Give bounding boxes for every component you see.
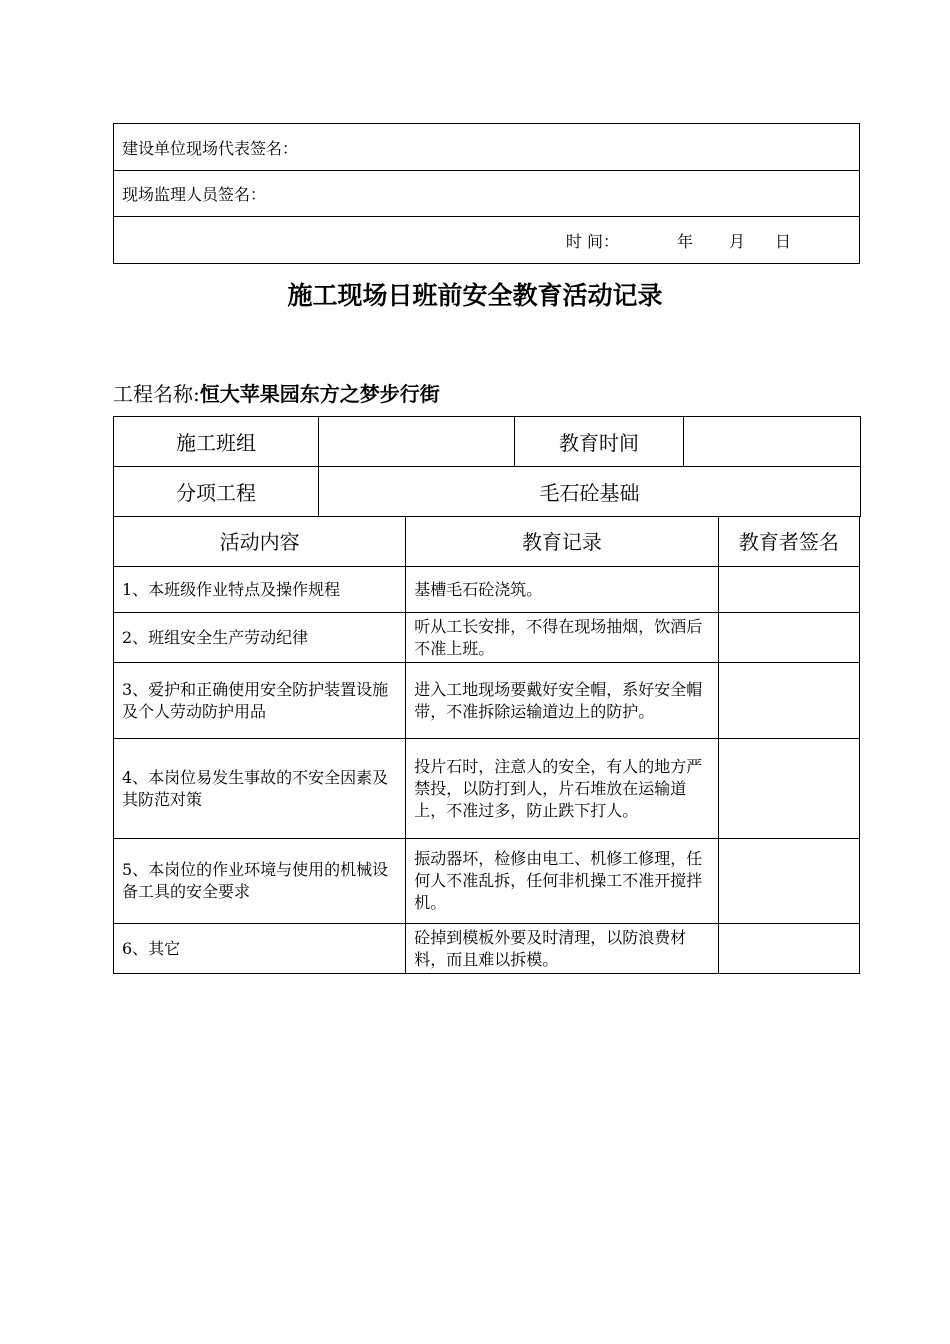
document-title: 施工现场日班前安全教育活动记录 xyxy=(287,281,663,310)
project-label: 工程名称: xyxy=(113,382,200,406)
signer-cell[interactable] xyxy=(718,613,859,663)
team-label-cell xyxy=(114,417,319,467)
activity-cell: 2、班组安全生产劳动纪律 xyxy=(114,613,406,663)
column-header-signer: 教育者签名 xyxy=(718,517,859,567)
edu-time-value-cell[interactable] xyxy=(684,417,861,467)
edu-time-label: 教育时间 xyxy=(559,431,639,455)
edu-time-label-cell xyxy=(515,417,684,467)
day-label: 日 xyxy=(774,231,791,251)
owner-rep-signature-cell[interactable] xyxy=(114,124,860,171)
signer-cell[interactable] xyxy=(718,567,859,613)
subitem-label-cell xyxy=(114,467,319,517)
owner-rep-signature-label: 建设单位现场代表签名： xyxy=(122,138,299,158)
team-value-cell[interactable] xyxy=(319,417,515,467)
time-label: 时 间： xyxy=(565,231,619,251)
table-header-row xyxy=(114,517,860,567)
signer-cell[interactable] xyxy=(718,663,859,739)
project-line xyxy=(113,378,440,407)
signature-table xyxy=(113,123,860,264)
date-line xyxy=(122,229,851,252)
column-header-record: 教育记录 xyxy=(406,517,719,567)
education-record-table xyxy=(113,516,860,974)
subitem-value-cell[interactable] xyxy=(319,467,861,517)
activity-cell: 4、本岗位易发生事故的不安全因素及其防范对策 xyxy=(114,739,406,839)
record-cell[interactable]: 振动器坏，检修由电工、机修工修理，任何人不准乱拆，任何非机操工不准开搅拌机。 xyxy=(406,839,719,924)
subitem-label: 分项工程 xyxy=(176,481,256,505)
signer-cell[interactable] xyxy=(718,839,859,924)
year-label: 年 xyxy=(676,231,693,251)
supervisor-signature-label: 现场监理人员签名： xyxy=(122,185,267,204)
activity-cell: 1、本班级作业特点及操作规程 xyxy=(114,567,406,613)
supervisor-signature-cell[interactable] xyxy=(114,171,860,217)
table-row xyxy=(114,613,860,663)
month-label: 月 xyxy=(728,231,745,251)
table-row xyxy=(114,739,860,839)
subitem-value: 毛石砼基础 xyxy=(539,481,640,505)
activity-cell: 5、本岗位的作业环境与使用的机械设备工具的安全要求 xyxy=(114,839,406,924)
table-row xyxy=(114,839,860,924)
signer-cell[interactable] xyxy=(718,739,859,839)
record-cell[interactable]: 砼掉到模板外要及时清理，以防浪费材料，而且难以拆模。 xyxy=(406,924,719,974)
record-cell[interactable]: 基槽毛石砼浇筑。 xyxy=(406,567,719,613)
record-cell[interactable]: 听从工长安排，不得在现场抽烟，饮酒后不准上班。 xyxy=(406,613,719,663)
table-row xyxy=(114,567,860,613)
date-cell[interactable] xyxy=(114,217,860,264)
project-name: 恒大苹果园东方之梦步行街 xyxy=(199,382,440,406)
table-row xyxy=(114,924,860,974)
column-header-activity: 活动内容 xyxy=(114,517,406,567)
team-info-table xyxy=(113,416,861,517)
signer-cell[interactable] xyxy=(718,924,859,974)
record-cell[interactable]: 进入工地现场要戴好安全帽，系好安全帽带，不准拆除运输道边上的防护。 xyxy=(406,663,719,739)
record-cell[interactable]: 投片石时，注意人的安全，有人的地方严禁投，以防打到人，片石堆放在运输道上，不准过多，防止跌下打人。 xyxy=(406,739,719,839)
activity-cell: 6、其它 xyxy=(114,924,406,974)
team-label: 施工班组 xyxy=(176,431,256,455)
table-row xyxy=(114,663,860,739)
activity-cell: 3、爱护和正确使用安全防护装置设施及个人劳动防护用品 xyxy=(114,663,406,739)
